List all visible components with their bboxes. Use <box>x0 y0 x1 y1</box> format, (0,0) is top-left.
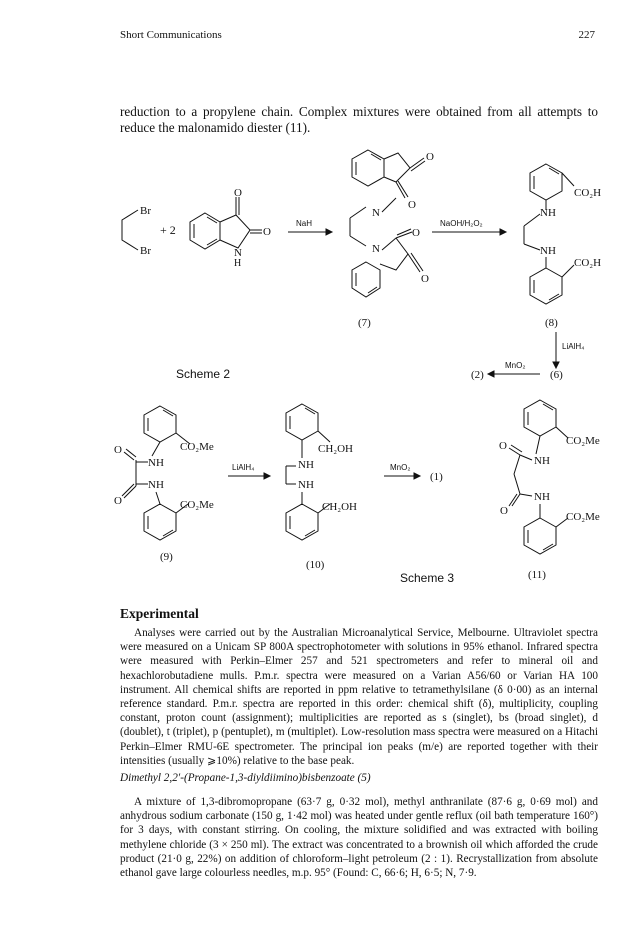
compound-9-structure <box>114 406 214 563</box>
br-label-top: Br <box>140 205 151 217</box>
reagent-mno2-2: MnO₂ <box>390 463 411 472</box>
c7-o2: O <box>408 199 416 211</box>
c7-n2: N <box>372 243 380 255</box>
compound-9-label: (9) <box>160 551 173 563</box>
c9-co2me-2: CO₂Me <box>180 499 214 511</box>
reagent-mno2-1: MnO₂ <box>505 361 526 370</box>
reagent-naoh: NaOH/H₂O₂ <box>440 219 483 228</box>
compound-6-label: (6) <box>550 369 563 381</box>
c11-nh-1: NH <box>534 455 550 467</box>
c10-nh-1: NH <box>298 459 314 471</box>
c8-nh-1: NH <box>540 207 556 219</box>
c11-co2me-2: CO₂Me <box>566 511 600 523</box>
c9-nh-2: NH <box>148 479 164 491</box>
compound-10-label: (10) <box>306 559 325 571</box>
br-label-bottom: Br <box>140 245 151 257</box>
c11-o1: O <box>499 440 507 452</box>
c7-o1: O <box>426 151 434 163</box>
c10-ch2oh-2: CH₂OH <box>322 501 358 513</box>
compound-7-label: (7) <box>358 317 371 329</box>
c9-o1: O <box>114 444 122 456</box>
experimental-paragraph-2: A mixture of 1,3-dibromopropane (63·7 g, 0·32 mol), methyl anthranilate (87·6 g, 0·69 mol) and anhydrous sodium carbonate (150 g, 1·42 mol) was heated under gentle reflux (oil bath temperature 160°) for 3 days, with constant stirring. On cooling, the mixture solidified and was extracted with boiling methylene chloride (3 × 250 ml). The extract was concentrated to a brownish oil which afforded the crude product (21·0 g, 22%) on addition of chloroform–light petroleum (2 : 1). Recrystallization from absolute ethanol gave large colourless needles, m.p. 95° (Found: C, 66·6; H, 6·5; N, 7·9. <box>120 796 598 880</box>
intro-paragraph: reduction to a propylene chain. Complex mixtures were obtained from all attempts to reduce the malonamido diester (11). <box>120 104 598 135</box>
reagent-nah: NaH <box>296 219 313 228</box>
experimental-heading: Experimental <box>120 606 199 621</box>
product-2-label: (2) <box>471 369 484 381</box>
c11-nh-2: NH <box>534 491 550 503</box>
isatin-n: N <box>234 247 242 259</box>
experimental-paragraph-1: Analyses were carried out by the Australian Microanalytical Service, Melbourne. Ultraviolet spectra were measured on a Unicam SP 800A spectrophotometer with solutions in 95% ethanol. Infrared spectra were measured with Perkin–Elmer 257 and 521 spectrometers and refer to mineral oil and hexachlorobutadiene mulls. P.m.r. spectra were measured on a Varian A56/60 or Varian HA 100 instrument. All chemical shifts are reported in ppm relative to tetramethylsilane (δ 0·00) as an internal reference standard. P.m.r. spectra are reported in this order: chemical shift (δ), multiplicity, coupling constant, proton count (assignment); multiplicities are reported as s (singlet), bs (broad singlet), d (doublet), t (triplet), p (pentuplet), m (multiplet). Low-resolution mass spectra were measured on a Hitachi Perkin–Elmer RMU-6E spectrometer. The principal ion peaks (m/e) are reported together with their intensities (usually ⩾10%) relative to the base peak. <box>120 627 598 767</box>
compound-11-structure <box>499 400 600 581</box>
reagent-lialh4-1: LiAlH₄ <box>562 342 585 351</box>
scheme2-caption: Scheme 2 <box>176 367 231 381</box>
c10-ch2oh-1: CH₂OH <box>318 443 354 455</box>
compound-5-heading: Dimethyl 2,2′-(Propane-1,3-diyldiimino)bisbenzoate (5) <box>120 772 371 784</box>
c7-o3: O <box>412 227 420 239</box>
compound-7-structure <box>350 150 434 329</box>
c7-n1: N <box>372 207 380 219</box>
c7-o4: O <box>421 273 429 285</box>
c9-co2me-1: CO₂Me <box>180 441 214 453</box>
c10-nh-2: NH <box>298 479 314 491</box>
scheme3-caption: Scheme 3 <box>400 571 455 585</box>
compound-11-label: (11) <box>528 569 546 581</box>
isatin-h: H <box>234 258 242 269</box>
dibromopropane <box>122 205 151 257</box>
isatin-o-right: O <box>263 226 271 238</box>
running-head: Short Communications <box>120 29 222 41</box>
c8-co2h-2: CO₂H <box>574 257 602 269</box>
c9-nh-1: NH <box>148 457 164 469</box>
coefficient: + 2 <box>160 223 176 237</box>
c11-o2: O <box>500 505 508 517</box>
compound-8-label: (8) <box>545 317 558 329</box>
c9-o2: O <box>114 495 122 507</box>
c8-nh-2: NH <box>540 245 556 257</box>
compound-10-structure <box>286 404 357 571</box>
isatin-o-top: O <box>234 187 242 199</box>
c8-co2h-1: CO₂H <box>574 187 602 199</box>
page-number: 227 <box>578 29 595 41</box>
isatin-structure <box>190 187 271 269</box>
product-1-label: (1) <box>430 471 443 483</box>
reagent-lialh4-2: LiAlH₄ <box>232 463 255 472</box>
compound-8-structure <box>524 164 601 329</box>
c11-co2me-1: CO₂Me <box>566 435 600 447</box>
